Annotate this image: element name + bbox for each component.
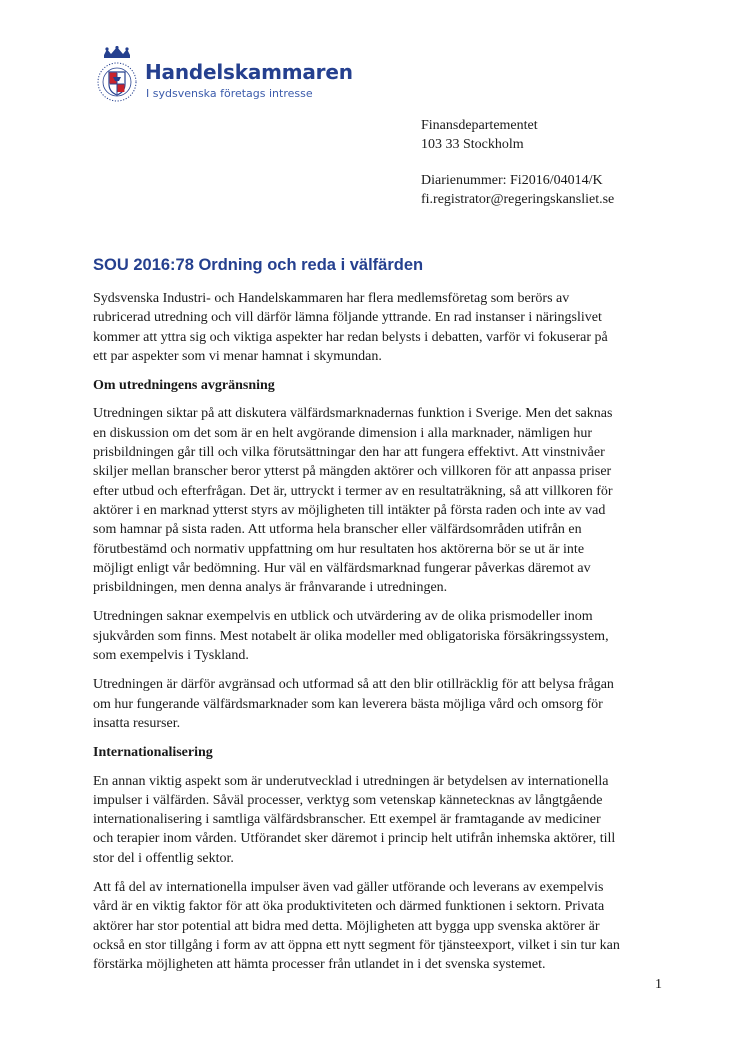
text-line: rubricerad utredning och vill därför lämna följande yttrande. En rad instanser i näringslivet (93, 310, 602, 326)
document-body (93, 289, 673, 985)
text-line: stor del i offentlig sektor. (93, 850, 234, 866)
text-line: om hur fungerande välfärdsmarknader som kan leverera bästa möjliga vård och omsorg för (93, 696, 603, 712)
org-logo (90, 46, 353, 106)
text-line: aktörer har stor potential att bidra med detta. Möjligheten att bygga upp svenska aktörer är (93, 918, 600, 934)
recipient-postal: 103 33 Stockholm (421, 137, 524, 152)
org-tagline: I sydsvenska företags intresse (146, 87, 313, 100)
section-heading-internationalisering: Internationalisering (93, 745, 213, 761)
paragraph (93, 607, 673, 665)
text-line: som exempelvis i Tyskland. (93, 648, 249, 664)
text-line: Utredningen är därför avgränsad och utformad så att den blir otillräcklig för att belysa frågan (93, 677, 614, 693)
coat-of-arms-icon (90, 46, 144, 106)
text-line: En annan viktig aspekt som är underutvecklad i utredningen är betydelsen av internationella (93, 773, 609, 789)
text-line: en diskussion om det som är en helt avgörande dimension i alla marknader, nämligen hur (93, 425, 593, 441)
page-number: 1 (655, 977, 662, 992)
paragraph (93, 878, 673, 974)
text-line: aktörer i en marknad ytterst styrs av möjligheten till intäkter på första raden och inte av vad (93, 502, 606, 518)
text-line: impulser i välfärden. Såväl processer, verktyg som vetenskap kännetecknas av långtgående (93, 792, 603, 808)
registrator-email: fi.registrator@regeringskansliet.se (421, 192, 615, 207)
text-line: prisbildningen, men denna analys är frånvarande i utredningen. (93, 580, 448, 596)
text-line: Utredningen siktar på att diskutera välfärdsmarknadernas funktion i Sverige. Men det saknas (93, 406, 613, 422)
text-line: Sydsvenska Industri- och Handelskammaren har flera medlemsföretag som berörs av (93, 291, 570, 306)
text-line: efter utbud och efterfrågan. Det är, uttryckt i termer av en resultaträkning, så att villkoren för (93, 483, 613, 499)
text-line: förutbestämd och normativ uppfattning om hur resultaten hos aktörerna bör se ut är inte (93, 541, 585, 557)
text-line: Att få del av internationella impulser även vad gäller utförande och leverans av exempelvis (93, 880, 604, 896)
text-line: som hamnar på sista raden. Att utforma hela branscher eller välfärdsområden utifrån en (93, 522, 582, 538)
paragraph (93, 675, 673, 733)
crown-icon (104, 46, 130, 58)
reference-block (421, 171, 614, 209)
text-line: insatta resurser. (93, 715, 181, 731)
org-name: Handelskammaren (145, 60, 353, 84)
document-title: SOU 2016:78 Ordning och reda i välfärden (93, 256, 424, 274)
intro-paragraph (93, 289, 673, 366)
text-line: sjukvården som finns. Mest notabelt är olika modeller med obligatoriska försäkringssystem, (93, 628, 609, 644)
text-line: och terapier inom vården. Utförandet sker däremot i princip helt utifrån inhemska aktörer, till (93, 831, 616, 847)
text-line: vård är en viktig faktor för att öka produktiviteten och därmed funktionen i sektorn. Privata (93, 899, 605, 915)
paragraph (93, 404, 673, 597)
text-line: möjligt enligt vår bedömning. Hur väl en välfärdsmarknad fungerar påverkas däremot av (93, 560, 591, 576)
diarienummer: Diarienummer: Fi2016/04014/K (421, 173, 603, 188)
recipient-address (421, 116, 538, 154)
recipient-name: Finansdepartementet (421, 118, 538, 133)
text-line: prisbildningen går till och vilka förutsättningar den har att fungera effektivt. Att vinstnivåer (93, 445, 605, 461)
text-line: internationalisering i samtliga välfärdsbranscher. Ett exempel är framtagande av mediciner (93, 812, 601, 828)
text-line: Utredningen saknar exempelvis en utblick och utvärdering av de olika prismodeller inom (93, 609, 593, 625)
text-line: förstärka möjligheten att hämta processer från utlandet in i det svenska systemet. (93, 957, 546, 973)
section-heading-avgransning: Om utredningens avgränsning (93, 378, 275, 394)
text-line: kommer att yttra sig och viktiga aspekter har redan belysts i debatten, varför vi fokuserar på (93, 329, 608, 345)
paragraph (93, 772, 673, 868)
text-line: skiljer mellan branscher beror ytterst på mängden aktörer och villkoren för att anpassa priser (93, 464, 612, 480)
text-line: ett par aspekter som vi menar hamnat i skymundan. (93, 348, 382, 364)
text-line: också en stor tillgång i form av att öppna ett nytt segment för tjänsteexport, vilket i sin tur kan (93, 937, 620, 953)
